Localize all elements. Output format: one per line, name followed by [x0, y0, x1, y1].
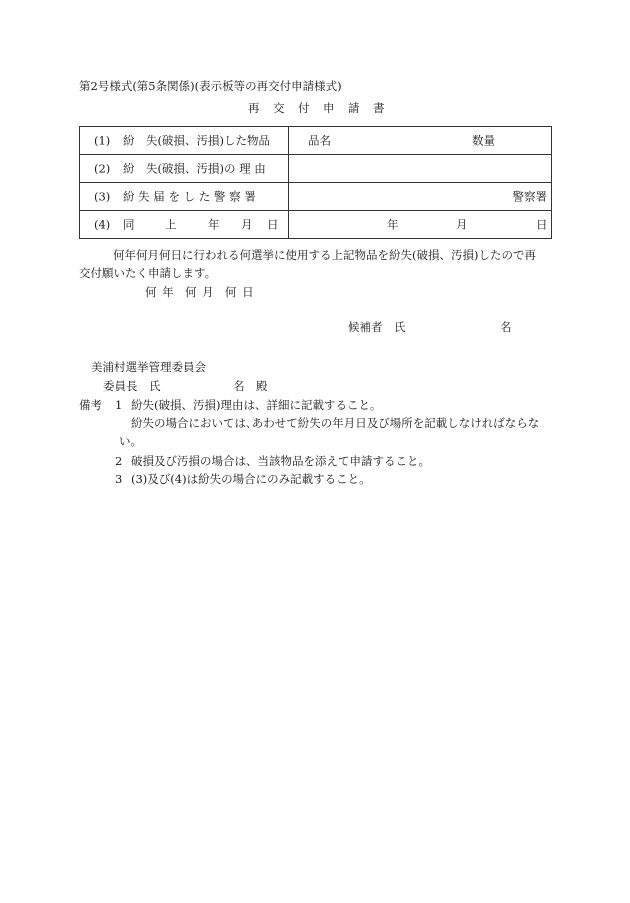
reason-field[interactable] [289, 155, 552, 183]
day-label: 日 [536, 216, 548, 231]
item-name-label: 品名 [308, 132, 331, 147]
row-number: (1) [94, 132, 111, 147]
note-text: 紛失の場合においては､あわせて紛失の年月日及び場所を記載しなければならな [131, 416, 540, 430]
table-row-reason [80, 155, 552, 183]
table-row-police-station [80, 183, 552, 211]
label-part: 上 [165, 216, 177, 231]
candidate-name-suffix: 名 [500, 320, 512, 334]
form-reference: 第2号様式(第5条関係)(表示板等の再交付申請様式) [79, 79, 342, 93]
police-station-field[interactable] [289, 183, 552, 211]
month-label: 月 [456, 216, 468, 231]
chairman-label: 委員長 氏 [103, 379, 161, 393]
table-row-lost-item [80, 127, 552, 155]
chairman-honorific: 名 殿 [233, 379, 268, 393]
label-part: 月 [241, 216, 253, 231]
body-paragraph-line1: 何年何月何日に行われる何選挙に使用する上記物品を紛失(破損、汚損)したので再 [113, 248, 536, 262]
label-part: 同 [123, 216, 135, 231]
note-number: 3 [115, 472, 123, 486]
candidate-label: 候補者 氏 [348, 320, 406, 334]
label-part: 年 [208, 216, 220, 231]
application-date: 何 年 何 月 何 日 [145, 285, 254, 299]
label-part: 日 [267, 216, 279, 231]
note-text: 紛失(破損、汚損)理由は、詳細に記載すること。 [131, 398, 382, 412]
row-label: 紛 失(破損、汚損)の 理 由 [123, 160, 266, 175]
table-row-date [80, 211, 552, 239]
notes-heading: 備考 [79, 398, 102, 412]
application-table [79, 126, 552, 239]
row-number: (2) [94, 160, 111, 175]
row-label: 紛 失(破損、汚損)した物品 [123, 132, 270, 147]
year-label: 年 [387, 216, 399, 231]
note-text: い。 [119, 434, 142, 448]
police-station-suffix: 警察署 [512, 188, 547, 203]
note-number: 1 [115, 398, 123, 412]
row-number: (3) [94, 188, 111, 203]
note-text: (3)及び(4)は紛失の場合にのみ記載すること。 [131, 472, 371, 486]
row-label: 紛 失 届 を し た 警 察 署 [123, 188, 256, 203]
note-text: 破損及び汚損の場合は、当該物品を添えて申請すること。 [131, 454, 430, 468]
date-field[interactable] [289, 211, 552, 239]
quantity-label: 数量 [472, 132, 495, 147]
committee-name: 美浦村選挙管理委員会 [91, 360, 206, 374]
body-paragraph-line2: 交付願いたく申請します。 [79, 266, 217, 280]
note-number: 2 [115, 454, 123, 468]
document-title: 再 交 付 申 請 書 [248, 101, 386, 115]
row-number: (4) [94, 216, 111, 231]
lost-item-field[interactable] [289, 127, 552, 155]
